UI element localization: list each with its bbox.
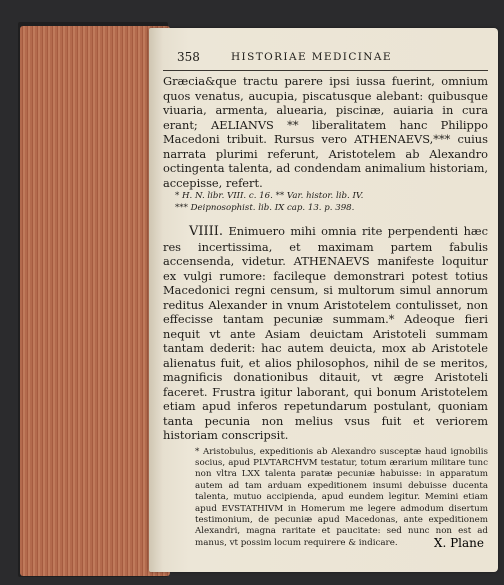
catchword: X. Plane [433,536,484,550]
footnote-2: * Aristobulus, expeditionis ab Alexandro susceptæ haud ignobilis socius, apud PLVTARCHVM testatur, totum ærarium militare tunc non vltra LXX talenta paratæ pecuniæ habuisse: in apparatum autem ad tam arduam expeditionem insumi debuisse ducenta talenta, mutuo accipienda, apud eundem legitur. Memini etiam apud EVSTATHIVM in Homerum me legere admodum disertum testimonium, de pecuniæ apud Macedonas, ante expeditionem Alexandri, magna raritate et paucitate: sed nunc non est ad manus, vt possim locum requirere & indicare. [195,446,488,548]
page-edges [20,26,170,576]
page-text [163,50,488,549]
book-page [149,28,498,572]
footnote-line: * H. N. libr. VIII. c. 16. ** Var. histor. lib. IV. [175,191,364,201]
footnotes-1 [175,191,488,214]
section-number: VIIII. [189,224,224,239]
page-header [163,50,488,71]
book [14,20,498,575]
footnote-line: *** Deipnosophist. lib. IX cap. 13. p. 398. [175,202,355,213]
paragraph-2 [163,224,488,443]
running-title: HISTORIAE MEDICINAE [231,51,392,63]
paragraph-1: Græcia&que tractu parere ipsi iussa fuerint, omnium quos venatus, aucupia, piscatusque alebant: quibusque viuaria, armenta, aluearia, piscinæ, auiaria in cura erant; AELIANVS ** liberalitatem hanc Philippo Macedoni tribuit. Rursus vero ATHENAEVS,*** cuius narrata plurimi referunt, Aristotelem ab Alexandro octingenta talenta, ad condendam animalium historiam, accepisse, refert. [163,74,488,190]
paragraph-2-text: Enimuero mihi omnia rite perpendenti hæc res incertissima, et maximam partem fabulis accensenda, videtur. ATHENAEVS manifeste loquitur ex vulgi rumore: facileque demonstrari potest totius Macedonici regni censum, si multorum simul annorum reditus Alexander in vnum Aristotelem contulisset, non effecisse tantam pecuniæ summam.* Adeoque fieri nequit vt ante Asiam deuictam Aristoteli summam tantam dederit: hac autem deuicta, mox ab Aristotele alienatus fuit, et alios philosophos, nihil de se meritos, magnificis donationibus ditauit, vt ægre Aristoteli faceret. Frustra igitur laborant, qui bonum Aristotelem etiam apud inferos repetundarum postulant, quoniam tanta pecunia non melius vsus fuit et veriorem historiam conscripsit. [163,224,488,442]
page-number: 358 [177,50,200,64]
